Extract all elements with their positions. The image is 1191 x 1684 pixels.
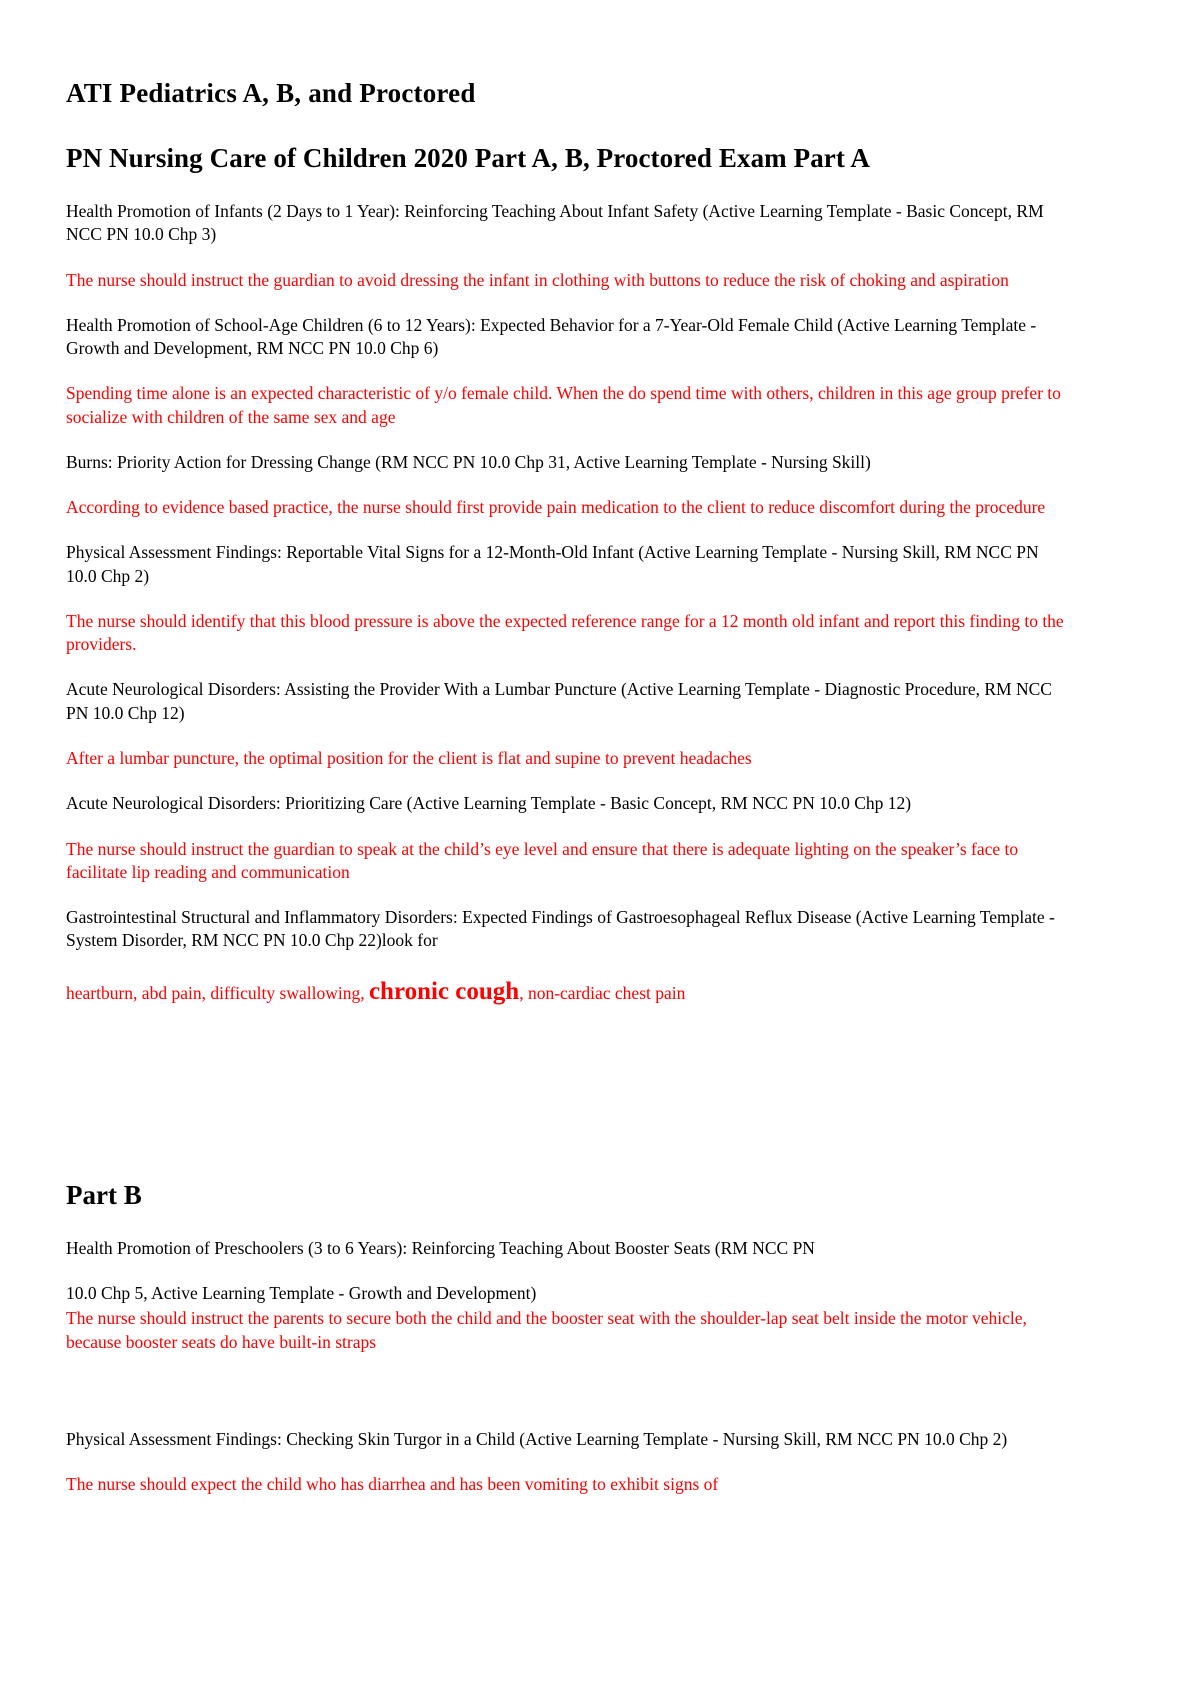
page-subtitle: PN Nursing Care of Children 2020 Part A, B, Proctored Exam Part A bbox=[66, 143, 870, 173]
section-spacer bbox=[66, 1030, 1073, 1180]
question-text: Health Promotion of Preschoolers (3 to 6 Years): Reinforcing Teaching About Booster Seats (RM NCC PN bbox=[66, 1237, 815, 1258]
question-text: Physical Assessment Findings: Checking Skin Turgor in a Child (Active Learning Template - Nursing Skill, RM NCC PN 10.0 Chp 2) bbox=[66, 1428, 1008, 1449]
answer-text: The nurse should instruct the guardian to avoid dressing the infant in clothing with buttons to reduce the risk of choking and aspiration bbox=[66, 269, 1009, 290]
question-text: Health Promotion of Infants (2 Days to 1 Year): Reinforcing Teaching About Infant Safety (Active Learning Template - Basic Concept, RM NCC PN 10.0 Chp 3) bbox=[66, 201, 1044, 245]
question-text: Burns: Priority Action for Dressing Change (RM NCC PN 10.0 Chp 31, Active Learning Template - Nursing Skill) bbox=[66, 451, 871, 472]
part-b-heading: Part B bbox=[66, 1179, 142, 1210]
answer-text: Spending time alone is an expected characteristic of y/o female child. When the do spend time with others, children in this age group prefer to socialize with children of the same sex and age bbox=[66, 383, 1061, 427]
answer-part-after: , non-cardiac chest pain bbox=[519, 982, 686, 1003]
section-spacer bbox=[66, 1376, 1073, 1428]
answer-text: According to evidence based practice, the nurse should first provide pain medication to the client to reduce discomfort during the procedure bbox=[66, 497, 1046, 518]
answer-part-emphasis: chronic cough bbox=[368, 977, 520, 1005]
answer-text: The nurse should instruct the guardian to speak at the child’s eye level and ensure that there is adequate lighting on the speaker’s face to facilitate lip reading and communication bbox=[66, 838, 1019, 882]
question-text: Physical Assessment Findings: Reportable Vital Signs for a 12-Month-Old Infant (Active Learning Template - Nursing Skill, RM NCC PN 10.0 Chp 2) bbox=[66, 542, 1039, 586]
answer-text: The nurse should instruct the parents to secure both the child and the booster seat with the shoulder-lap seat belt inside the motor vehicle, because booster seats do have built-in straps bbox=[66, 1308, 1027, 1352]
question-text-continued: 10.0 Chp 5, Active Learning Template - Growth and Development) bbox=[66, 1283, 537, 1304]
question-text: Gastrointestinal Structural and Inflammatory Disorders: Expected Findings of Gastroesophageal Reflux Disease (Active Learning Template - System Disorder, RM NCC PN 10.0 Chp 22)look for bbox=[66, 907, 1055, 951]
question-text: Acute Neurological Disorders: Prioritizing Care (Active Learning Template - Basic Concept, RM NCC PN 10.0 Chp 12) bbox=[66, 793, 912, 814]
answer-text: After a lumbar puncture, the optimal position for the client is flat and supine to prevent headaches bbox=[66, 747, 752, 768]
page-title: ATI Pediatrics A, B, and Proctored bbox=[66, 78, 476, 108]
question-text: Health Promotion of School-Age Children (6 to 12 Years): Expected Behavior for a 7-Year-Old Female Child (Active Learning Template - Growth and Development, RM NCC PN 10.0 Chp 6) bbox=[66, 314, 1037, 359]
answer-text: The nurse should expect the child who has diarrhea and has been vomiting to exhibit signs of bbox=[66, 1474, 719, 1495]
answer-text: The nurse should identify that this blood pressure is above the expected reference range for a 12 month old infant and report this finding to the providers. bbox=[66, 610, 1064, 655]
answer-text-emphasized bbox=[66, 975, 1073, 1008]
answer-part-before: heartburn, abd pain, difficulty swallowing, bbox=[66, 982, 369, 1003]
question-text: Acute Neurological Disorders: Assisting the Provider With a Lumbar Puncture (Active Learning Template - Diagnostic Procedure, RM NCC PN 10.0 Chp 12) bbox=[66, 679, 1052, 723]
